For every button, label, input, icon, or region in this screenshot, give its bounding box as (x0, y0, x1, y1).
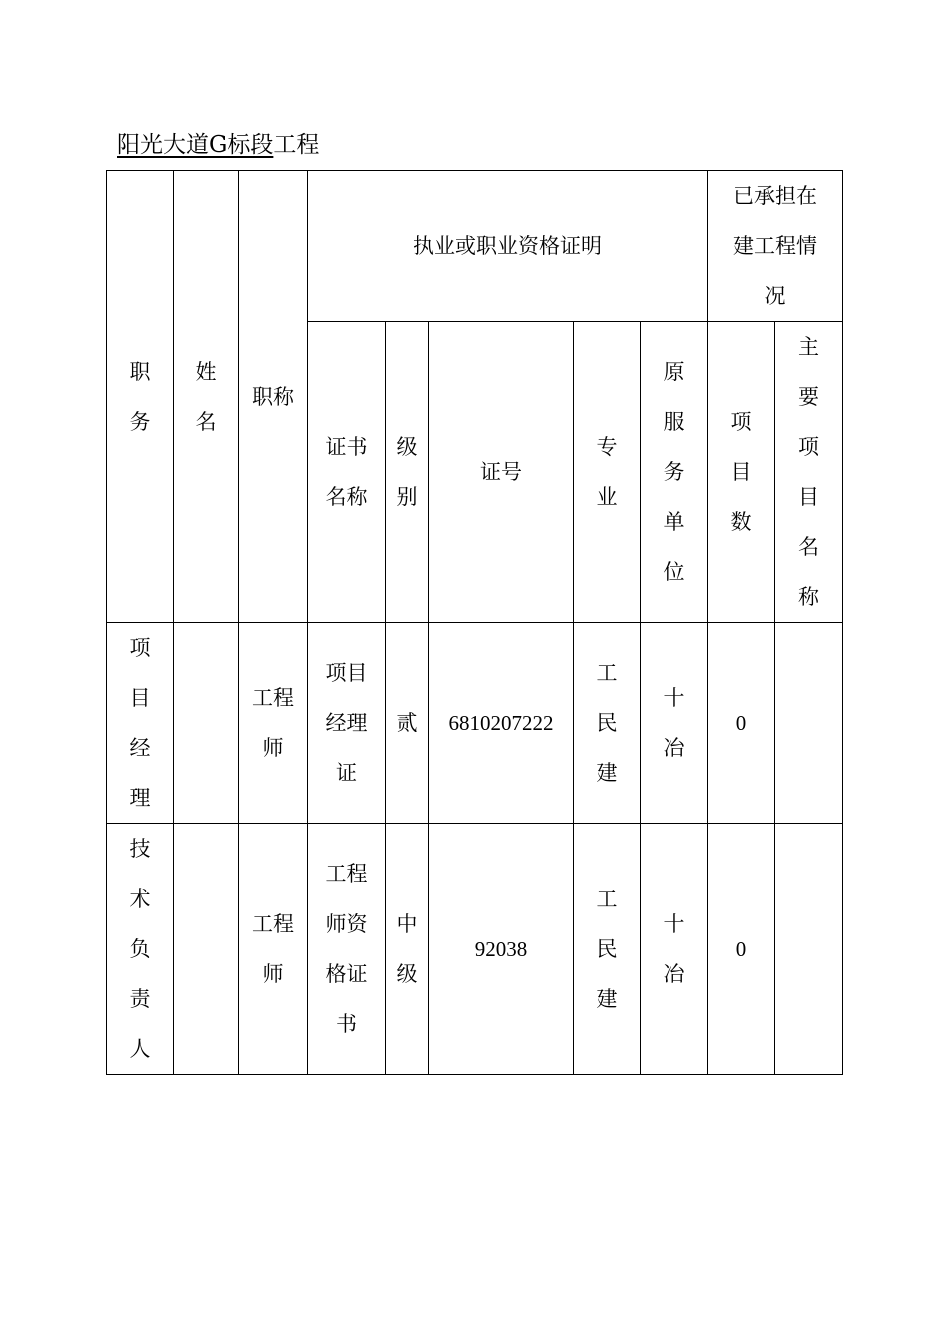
staff-qualification-table (106, 170, 843, 1075)
cell-position: 项 目 经 理 (107, 623, 174, 824)
header-cert-no: 证号 (429, 322, 574, 623)
header-title: 职称 (239, 171, 308, 623)
cell-cert-name: 工程 师资 格证 书 (308, 824, 386, 1075)
header-project-names: 主 要 项 目 名 称 (775, 322, 843, 623)
header-position: 职 务 (107, 171, 174, 623)
cell-cert-no: 92038 (429, 824, 574, 1075)
cell-title: 工程 师 (239, 824, 308, 1075)
title-underlined-part: 阳光大道G标段 (117, 132, 274, 158)
header-level: 级 别 (386, 322, 429, 623)
table-row (107, 623, 843, 824)
cell-project-count: 0 (708, 824, 775, 1075)
table-row (107, 824, 843, 1075)
cell-project-count: 0 (708, 623, 775, 824)
cell-position: 技 术 负 责 人 (107, 824, 174, 1075)
header-row-1 (107, 171, 843, 322)
header-projects: 已承担在 建工程情 况 (708, 171, 843, 322)
cell-project-names (775, 824, 843, 1075)
header-cert-name: 证书 名称 (308, 322, 386, 623)
header-project-count: 项 目 数 (708, 322, 775, 623)
header-former-unit: 原 服 务 单 位 (641, 322, 708, 623)
cell-cert-name: 项目 经理 证 (308, 623, 386, 824)
cell-name (174, 824, 239, 1075)
header-qualification: 执业或职业资格证明 (308, 171, 708, 322)
cell-level: 贰 (386, 623, 429, 824)
cell-name (174, 623, 239, 824)
cell-cert-no: 6810207222 (429, 623, 574, 824)
cell-project-names (775, 623, 843, 824)
header-specialty: 专 业 (574, 322, 641, 623)
cell-title: 工程 师 (239, 623, 308, 824)
cell-level: 中 级 (386, 824, 429, 1075)
header-name: 姓 名 (174, 171, 239, 623)
cell-former-unit: 十 冶 (641, 824, 708, 1075)
document-title (117, 128, 319, 162)
cell-former-unit: 十 冶 (641, 623, 708, 824)
cell-specialty: 工 民 建 (574, 824, 641, 1075)
title-rest: 工程 (273, 132, 320, 158)
cell-specialty: 工 民 建 (574, 623, 641, 824)
